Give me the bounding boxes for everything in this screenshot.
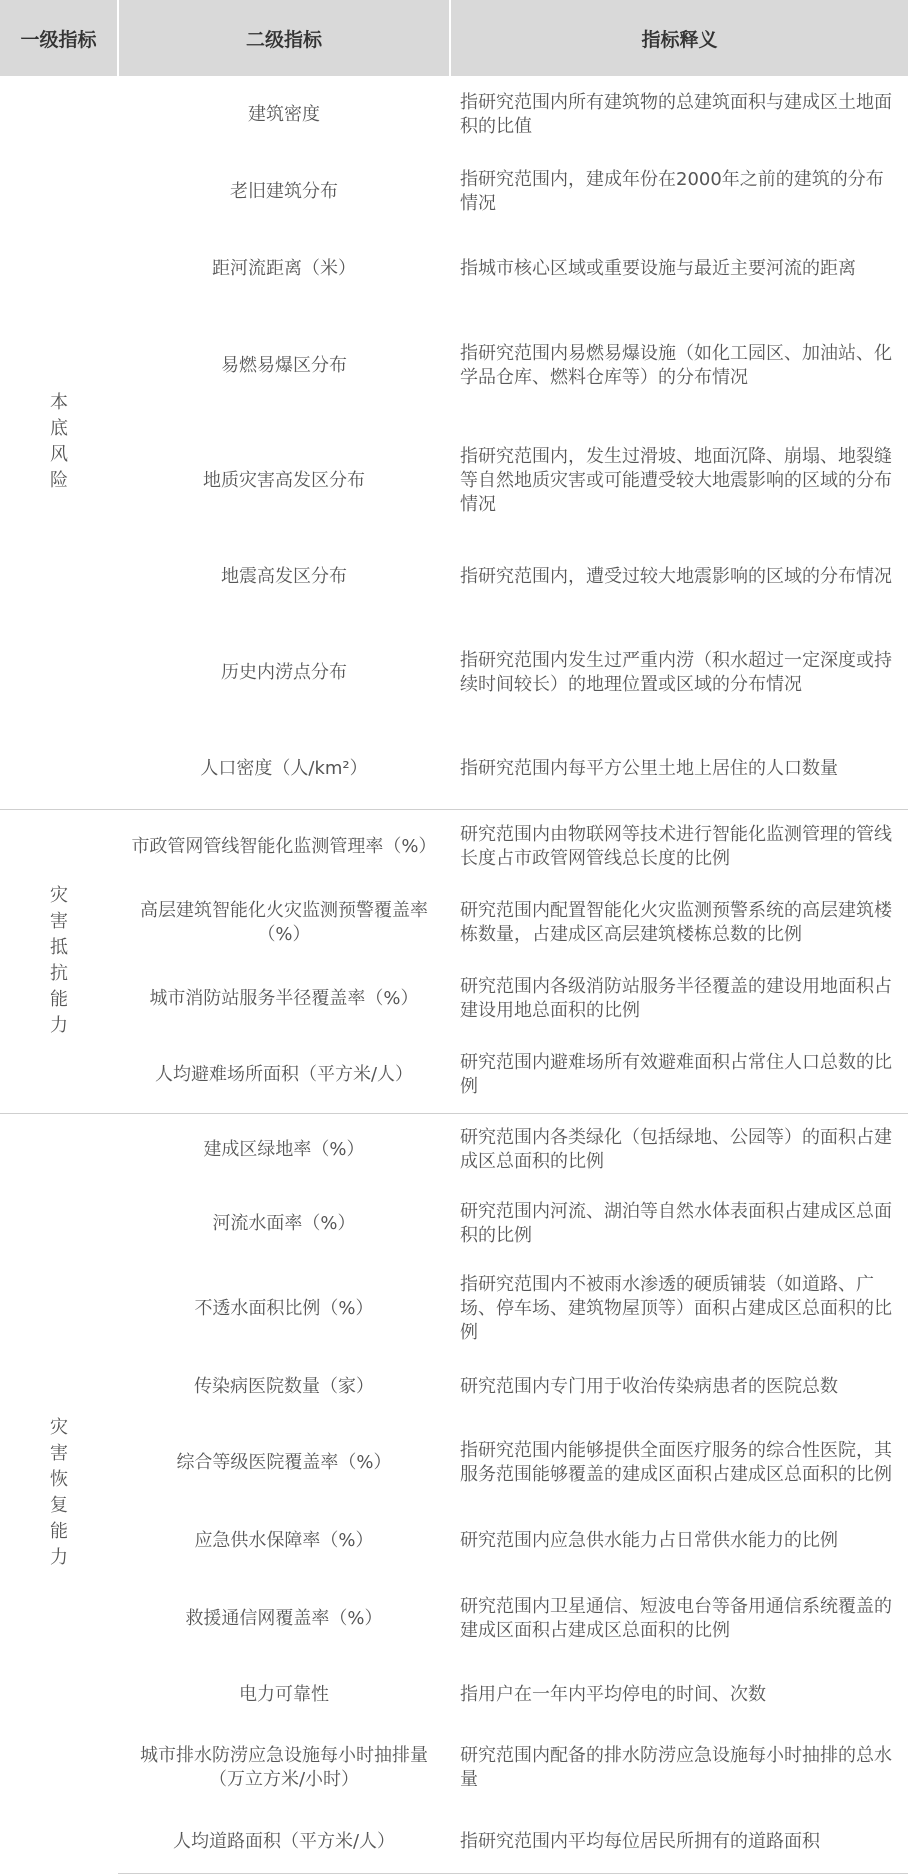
indicator-definition: 研究范围内应急供水能力占日常供水能力的比例 bbox=[460, 1530, 838, 1551]
indicator-definition: 研究范围内避难场所有效避难面积占常住人口总数的比例 bbox=[460, 1051, 892, 1097]
table-row bbox=[0, 1261, 908, 1357]
table-row bbox=[0, 230, 908, 308]
indicator-definition: 指研究范围内能够提供全面医疗服务的综合性医院，其服务范围能够覆盖的建成区面积占建成区总面积的比例 bbox=[460, 1440, 892, 1485]
group-label: 灾害抵抗能力 bbox=[50, 885, 68, 1036]
header-level2: 二级指标 bbox=[118, 0, 450, 76]
indicator-name: 人口密度（人/km²） bbox=[200, 758, 368, 780]
table-row bbox=[0, 1113, 908, 1187]
header-level1: 一级指标 bbox=[0, 0, 118, 76]
table-row bbox=[0, 76, 908, 153]
indicator-name: 高层建筑智能化火灾监测预警覆盖率（%） bbox=[140, 900, 428, 945]
indicator-definition: 指研究范围内易燃易爆设施（如化工园区、加油站、化学品仓库、燃料仓库等）的分布情况 bbox=[460, 343, 892, 388]
indicator-name: 城市排水防涝应急设施每小时抽排量（万立方米/小时） bbox=[140, 1745, 428, 1790]
table-row bbox=[0, 885, 908, 961]
table-row bbox=[0, 308, 908, 424]
indicator-name: 人均避难场所面积（平方米/人） bbox=[154, 1063, 414, 1085]
indicator-name: 地质灾害高发区分布 bbox=[203, 470, 365, 491]
indicator-definition: 研究范围内由物联网等技术进行智能化监测管理的管线长度占市政管网管线总长度的比例 bbox=[450, 809, 908, 885]
table-row bbox=[0, 153, 908, 230]
indicator-definition: 指研究范围内，遭受过较大地震影响的区域的分布情况 bbox=[460, 566, 892, 587]
indicator-name: 建筑密度 bbox=[248, 103, 320, 125]
indicator-name: 距河流距离（米） bbox=[212, 258, 356, 279]
table-row bbox=[0, 424, 908, 538]
indicator-name: 人均道路面积（平方米/人） bbox=[118, 1811, 450, 1873]
indicator-name: 不透水面积比例（%） bbox=[194, 1298, 374, 1319]
indicator-name: 应急供水保障率（%） bbox=[194, 1530, 374, 1551]
indicator-definition: 指研究范围内所有建筑物的总建筑面积与建成区土地面积的比值 bbox=[460, 91, 892, 137]
table-row bbox=[0, 961, 908, 1037]
table-row bbox=[0, 1725, 908, 1811]
indicator-name: 历史内涝点分布 bbox=[221, 662, 347, 683]
indicator-name: 市政管网管线智能化监测管理率（%） bbox=[118, 809, 450, 885]
group-label-cell bbox=[0, 76, 118, 809]
group-label: 本底风险 bbox=[50, 392, 68, 492]
indicator-definition: 指研究范围内，建成年份在2000年之前的建筑的分布情况 bbox=[460, 168, 884, 214]
indicator-name: 电力可靠性 bbox=[239, 1684, 329, 1705]
group-label-cell bbox=[0, 1113, 118, 1873]
indicator-name: 综合等级医院覆盖率（%） bbox=[176, 1452, 392, 1473]
indicator-definition: 指用户在一年内平均停电的时间、次数 bbox=[460, 1684, 766, 1705]
table-row bbox=[0, 1187, 908, 1261]
indicator-name: 传染病医院数量（家） bbox=[194, 1376, 374, 1397]
indicator-definition: 研究范围内各级消防站服务半径覆盖的建设用地面积占建设用地总面积的比例 bbox=[460, 976, 892, 1021]
indicator-definition: 研究范围内卫星通信、短波电台等备用通信系统覆盖的建成区面积占建成区总面积的比例 bbox=[460, 1596, 892, 1641]
indicator-definition: 研究范围内专门用于收治传染病患者的医院总数 bbox=[460, 1376, 838, 1397]
table-row bbox=[0, 1417, 908, 1509]
table-row bbox=[0, 538, 908, 616]
indicator-definition: 指研究范围内，发生过滑坡、地面沉降、崩塌、地裂缝等自然地质灾害或可能遭受较大地震影响的区域的分布情况 bbox=[460, 446, 892, 515]
indicator-definition: 研究范围内各类绿化（包括绿地、公园等）的面积占建成区总面积的比例 bbox=[450, 1113, 908, 1187]
table-header-row bbox=[0, 0, 908, 76]
table-row bbox=[0, 1665, 908, 1725]
indicator-definition: 指研究范围内发生过严重内涝（积水超过一定深度或持续时间较长）的地理位置或区域的分布情况 bbox=[460, 650, 892, 695]
indicator-name: 地震高发区分布 bbox=[221, 566, 347, 587]
table-row bbox=[0, 1811, 908, 1873]
indicator-name: 河流水面率（%） bbox=[212, 1213, 356, 1234]
indicator-name: 建成区绿地率（%） bbox=[118, 1113, 450, 1187]
indicator-name: 易燃易爆区分布 bbox=[221, 355, 347, 376]
table-row bbox=[0, 730, 908, 809]
table-row bbox=[0, 1509, 908, 1573]
indicator-definition: 指研究范围内平均每位居民所拥有的道路面积 bbox=[450, 1811, 908, 1873]
indicator-definition: 指研究范围内不被雨水渗透的硬质铺装（如道路、广场、停车场、建筑物屋顶等）面积占建成区总面积的比例 bbox=[460, 1274, 892, 1343]
group-label: 灾害恢复能力 bbox=[50, 1417, 68, 1569]
indicator-definition: 研究范围内配置智能化火灾监测预警系统的高层建筑楼栋数量，占建成区高层建筑楼栋总数的比例 bbox=[460, 900, 892, 945]
indicator-definition: 指研究范围内每平方公里土地上居住的人口数量 bbox=[460, 758, 838, 780]
indicator-definition: 研究范围内配备的排水防涝应急设施每小时抽排的总水量 bbox=[460, 1745, 892, 1790]
group-label-cell bbox=[0, 809, 118, 1113]
table-row bbox=[0, 809, 908, 885]
indicator-name: 救援通信网覆盖率（%） bbox=[185, 1608, 383, 1629]
table-row bbox=[0, 616, 908, 730]
indicator-definition: 研究范围内河流、湖泊等自然水体表面积占建成区总面积的比例 bbox=[460, 1201, 892, 1246]
table-row bbox=[0, 1037, 908, 1113]
indicator-name: 老旧建筑分布 bbox=[230, 180, 338, 202]
header-definition: 指标释义 bbox=[450, 0, 908, 76]
indicator-definition: 指城市核心区域或重要设施与最近主要河流的距离 bbox=[460, 258, 856, 279]
indicator-name: 城市消防站服务半径覆盖率（%） bbox=[149, 988, 419, 1009]
table-row bbox=[0, 1573, 908, 1665]
table-row bbox=[0, 1357, 908, 1417]
